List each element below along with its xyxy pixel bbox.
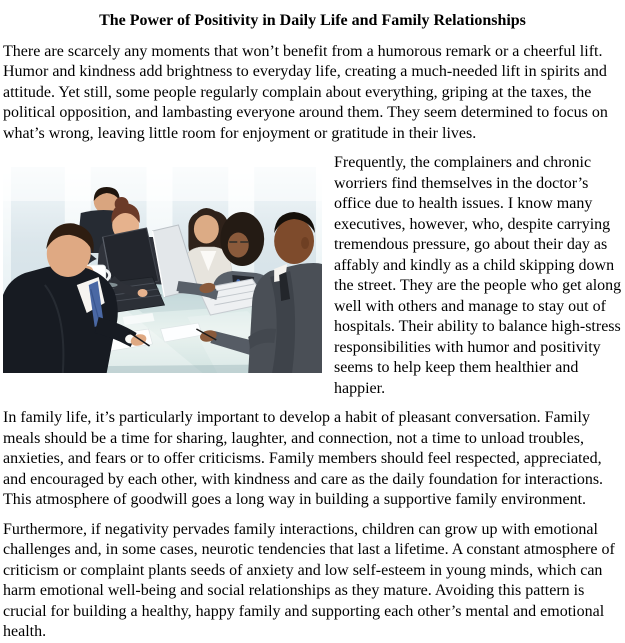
paragraph-4: Furthermore, if negativity pervades family interactions, children can grow up with emotional challenges and, in some cases, neurotic tendencies that last a lifetime. A constant atmosphere of criticism or complaint plants seeds of anxiety and low self-esteem in young minds, which can harm emotional well-being and social relationships as they mature. Avoiding this pattern is crucial for building a healthy, happy family and supporting each other’s mental and emotional health. xyxy=(3,520,615,640)
meeting-photo xyxy=(3,167,322,373)
image-text-row xyxy=(3,153,622,399)
paragraph-3: In family life, it’s particularly important to develop a habit of pleasant conversation. Family meals should be a time for sharing, laughter, and connection, not a time to unload troubles, anxieties, and fears or to offer criticisms. Family members should feel respected, appreciated, and encouraged by each other, with kindness and care as the daily foundation for interactions. This atmosphere of goodwill goes a long way in building a supportive family environment. xyxy=(3,409,604,508)
paragraph-2: Frequently, the complainers and chronic worriers find themselves in the doctor’s office due to health issues. I know many executives, however, who, despite carrying tremendous pressure, go about their day as affably and kindly as a child skipping down the street. They are the people who get along well with others and manage to stay out of hospitals. Their ability to balance high-stress responsibilities with humor and positivity seems to help keep them healthier and happier. xyxy=(334,154,622,397)
paragraph-1: There are scarcely any moments that won’t benefit from a humorous remark or a cheerful lift. Humor and kindness add brightness to everyday life, creating a much-needed lift in spirits and attitude. Yet still, some people regularly complain about everything, griping at the taxes, the political opposition, and lambasting everyone around them. They seem determined to focus on what’s wrong, leaving little room for enjoyment or gratitude in their lives. xyxy=(3,42,608,142)
wrapped-text-column xyxy=(334,153,622,399)
document-title: The Power of Positivity in Daily Life and Family Relationships xyxy=(99,12,526,29)
